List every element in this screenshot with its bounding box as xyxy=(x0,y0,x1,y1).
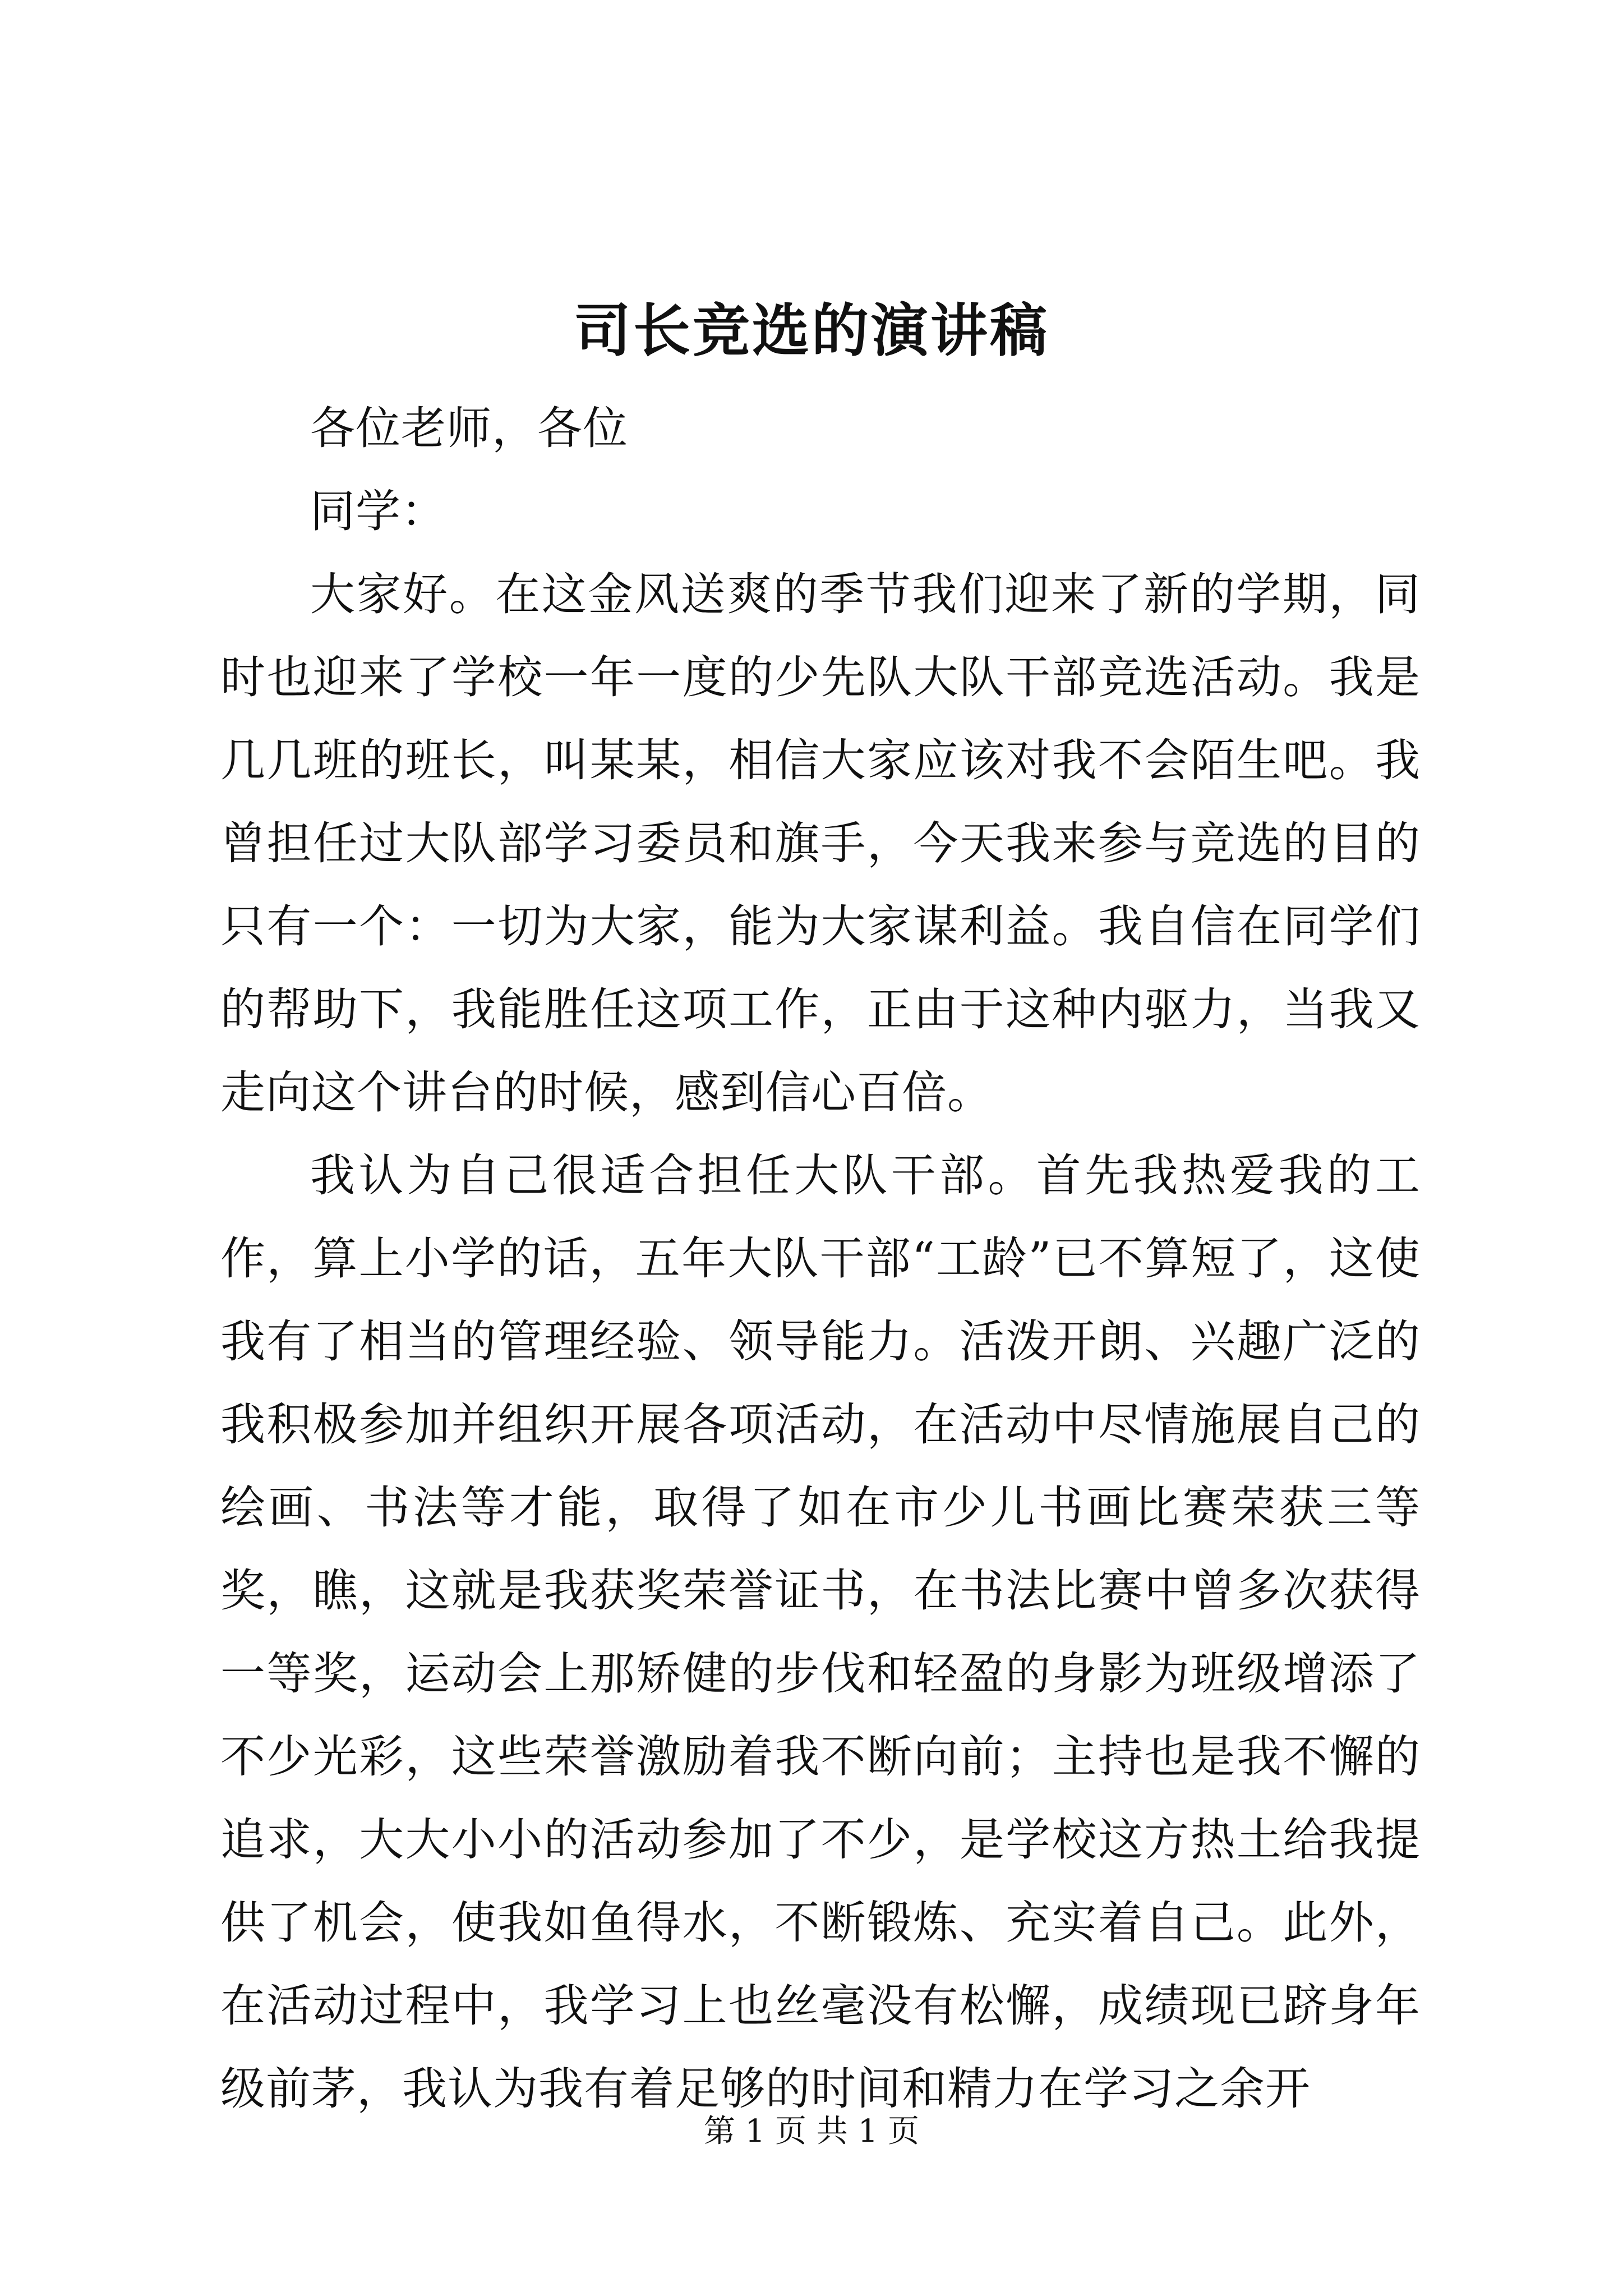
document-body xyxy=(220,387,1421,2131)
paragraph-2: 我认为自己很适合担任大队干部。首先我热爱我的工作，算上小学的话，五年大队干部“工龄”已不算短了，这使我有了相当的管理经验、领导能力。活泼开朗、兴趣广泛的我积极参加并组织开展各项活动，在活动中尽情施展自己的绘画、书法等才能，取得了如在市少儿书画比赛荣获三等奖，瞧，这就是我获奖荣誉证书，在书法比赛中曾多次获得一等奖，运动会上那矫健的步伐和轻盈的身影为班级增添了不少光彩，这些荣誉激励着我不断向前；主持也是我不懈的追求，大大小小的活动参加了不少，是学校这方热土给我提供了机会，使我如鱼得水，不断锻炼、充实着自己。此外，在活动过程中，我学习上也丝毫没有松懈，成绩现已跻身年级前茅，我认为我有着足够的时间和精力在学习之余开 xyxy=(220,1149,1421,2115)
document-title: 司长竞选的演讲稿 xyxy=(574,297,1049,365)
paragraph-1: 大家好。在这金风送爽的季节我们迎来了新的学期，同时也迎来了学校一年一度的少先队大队干部竞选活动。我是几几班的班长，叫某某，相信大家应该对我不会陌生吧。我曾担任过大队部学习委员和旗手，今天我来参与竞选的目的只有一个：一切为大家，能为大家谋利益。我自信在同学们的帮助下，我能胜任这项工作，正由于这种内驱力，当我又走向这个讲台的时候，感到信心百倍。 xyxy=(220,568,1421,1119)
page-footer: 第 1 页 共 1 页 xyxy=(703,2113,920,2150)
salutation-line-2: 同学： xyxy=(310,485,446,537)
salutation-line-1: 各位老师，各位 xyxy=(310,402,628,454)
